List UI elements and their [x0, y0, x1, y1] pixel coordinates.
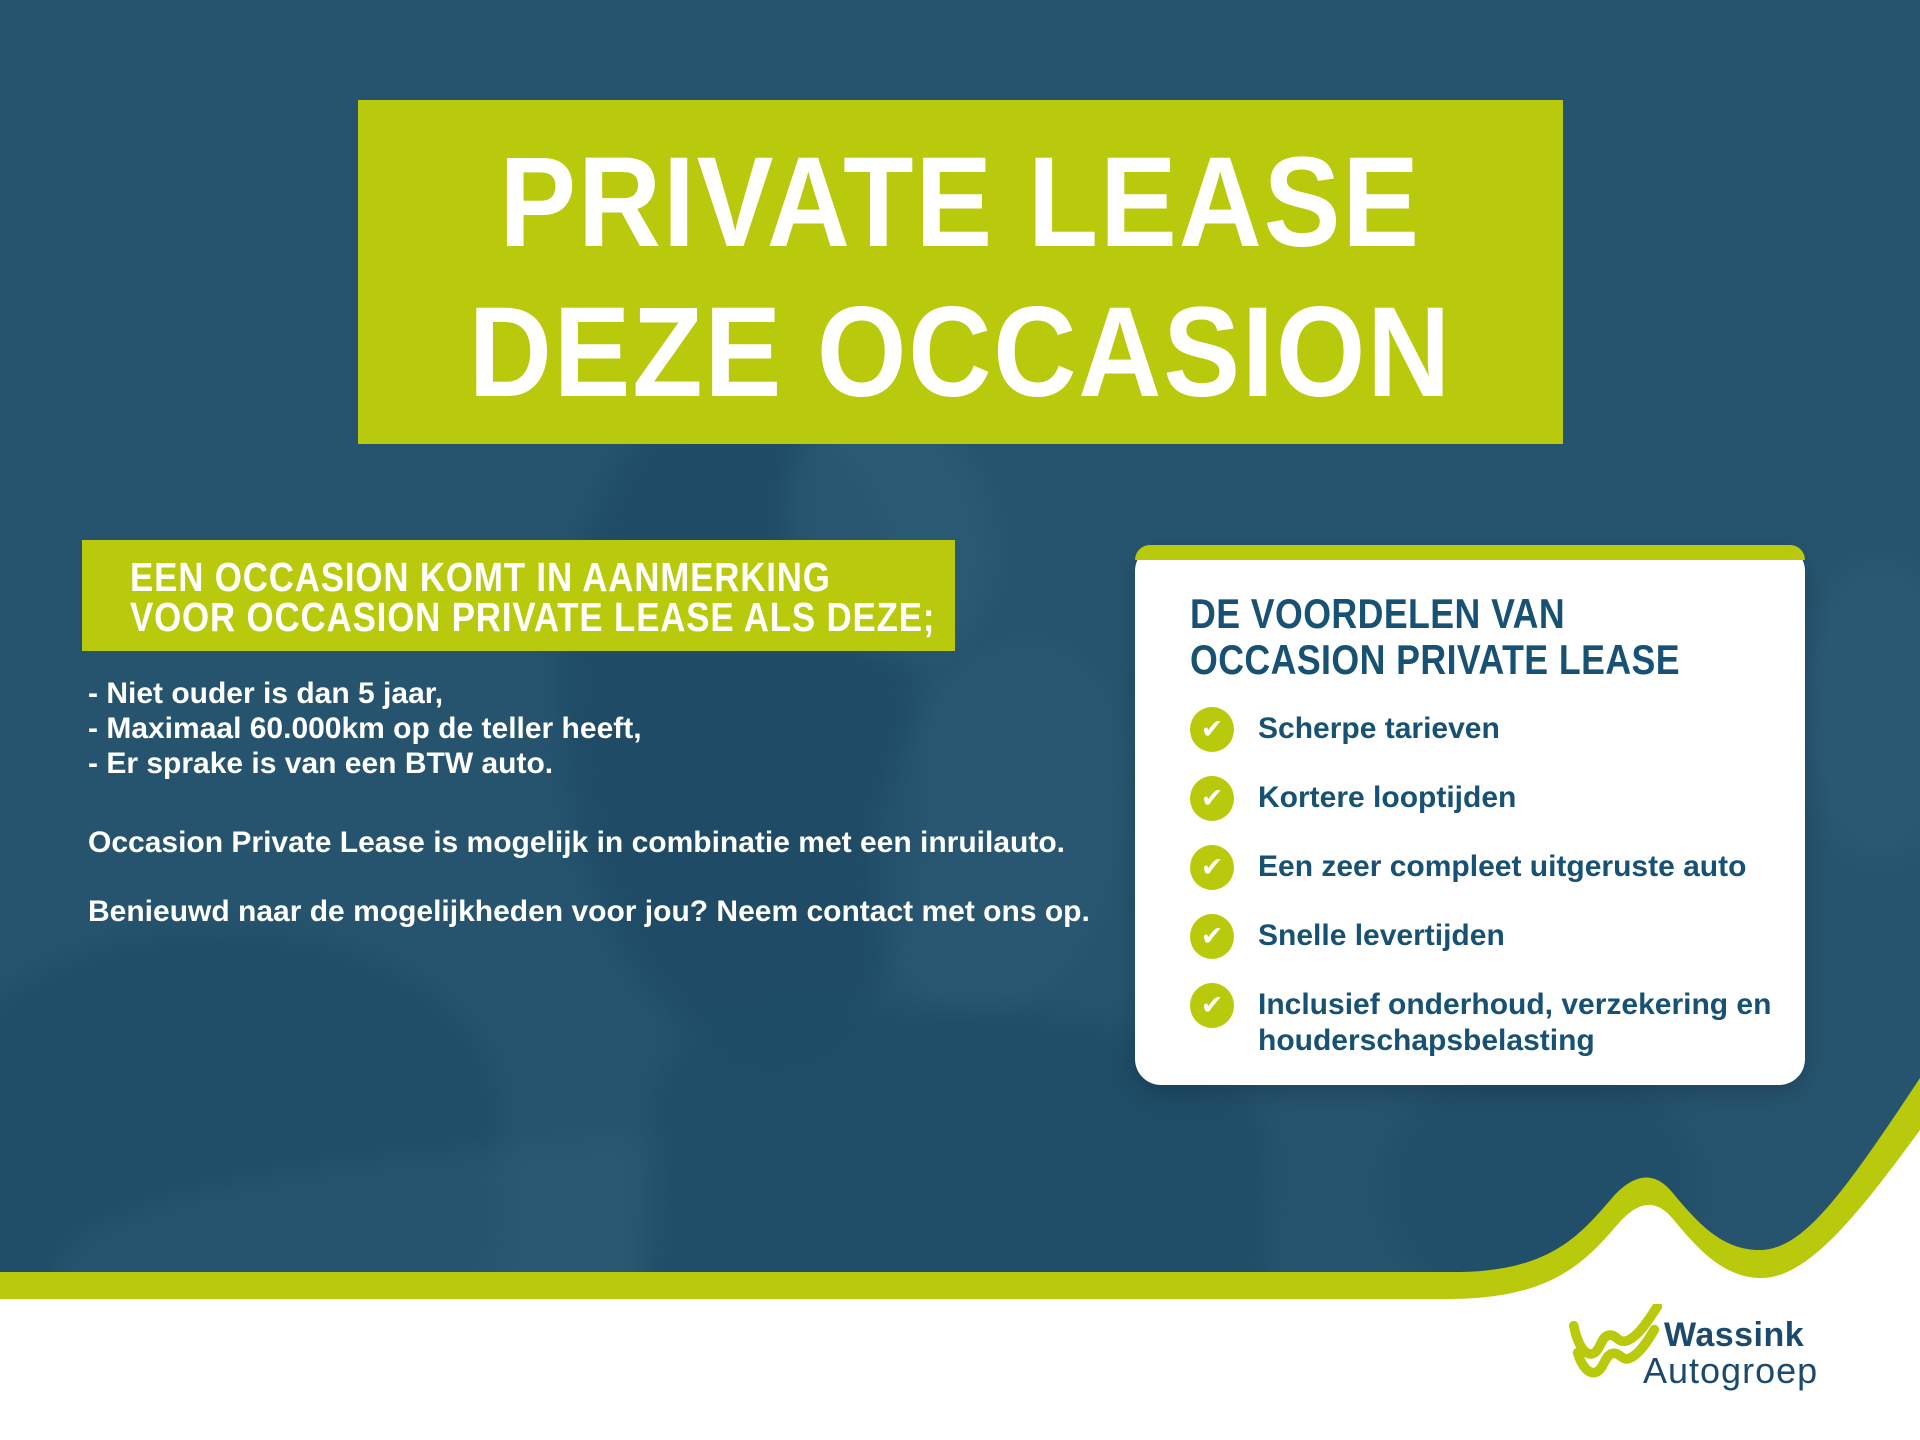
benefit-label: Snelle levertijden	[1258, 919, 1505, 952]
eligibility-heading-box	[82, 540, 955, 651]
benefit-item	[1190, 776, 1798, 821]
photo-light-shape	[1800, 560, 1920, 860]
benefit-item	[1190, 707, 1798, 752]
benefits-heading-line-2: OCCASION PRIVATE LEASE	[1190, 636, 1681, 683]
benefits-heading	[1190, 591, 1767, 683]
logo-text-wassink: Wassink	[1664, 1316, 1805, 1354]
criteria-item: - Maximaal 60.000km op de teller heeft,	[88, 712, 642, 745]
contact-cta: Benieuwd naar de mogelijkheden voor jou? Neem contact met ons op.	[88, 895, 1090, 928]
check-icon: ✔	[1190, 776, 1234, 821]
eligibility-heading-line-2: VOOR OCCASION PRIVATE LEASE ALS DEZE;	[130, 594, 936, 640]
check-icon: ✔	[1190, 845, 1234, 890]
benefit-label: Een zeer compleet uitgeruste auto	[1258, 850, 1747, 883]
check-icon: ✔	[1190, 914, 1234, 959]
benefits-heading-line-1: DE VOORDELEN VAN	[1190, 590, 1566, 637]
criteria-item: - Niet ouder is dan 5 jaar,	[88, 677, 444, 710]
benefit-item	[1190, 845, 1798, 890]
check-icon: ✔	[1190, 983, 1234, 1028]
logo-text-autogroep: Autogroep	[1643, 1350, 1819, 1391]
benefits-card	[1135, 545, 1805, 1085]
title-banner	[358, 100, 1563, 444]
eligibility-heading-line-1: EEN OCCASION KOMT IN AANMERKING	[130, 554, 831, 600]
title-line-1: PRIVATE LEASE	[499, 131, 1422, 274]
title-line-2: DEZE OCCASION	[468, 281, 1453, 424]
benefit-label: Scherpe tarieven	[1258, 712, 1500, 745]
benefit-label: Kortere looptijden	[1258, 781, 1517, 814]
eligibility-criteria-list	[88, 676, 642, 781]
benefit-item	[1190, 914, 1798, 959]
benefits-list	[1190, 707, 1798, 1083]
trade-in-note: Occasion Private Lease is mogelijk in combinatie met een inruilauto.	[88, 826, 1065, 859]
criteria-item: - Er sprake is van een BTW auto.	[88, 747, 554, 780]
check-icon: ✔	[1190, 707, 1234, 752]
benefit-item	[1190, 983, 1798, 1059]
benefit-label: Inclusief onderhoud, verzekering en houderschapsbelasting	[1258, 988, 1772, 1057]
wassink-logo	[1560, 1296, 1860, 1396]
card-top-accent	[1135, 545, 1805, 560]
